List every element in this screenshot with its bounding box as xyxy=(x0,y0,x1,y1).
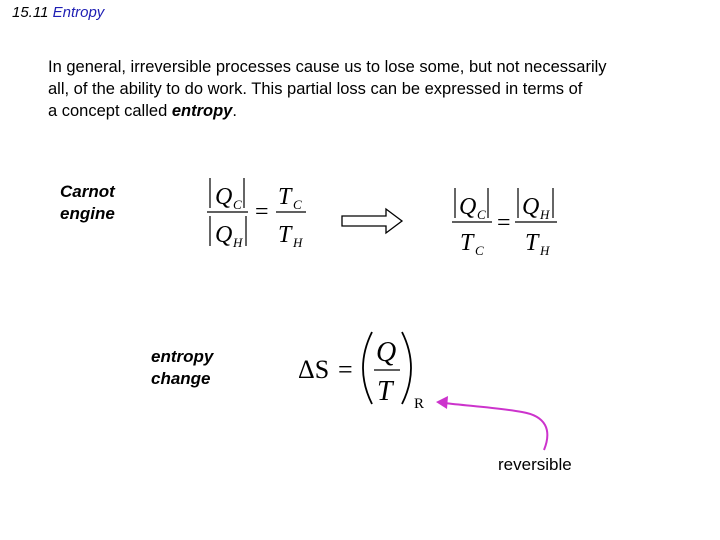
subscript-c: C xyxy=(293,197,302,212)
entropy-change-line-2: change xyxy=(151,369,211,388)
curved-arrow-icon xyxy=(430,390,560,460)
section-title: Entropy xyxy=(52,4,105,21)
q-symbol: Q xyxy=(215,184,233,210)
right-paren xyxy=(402,332,411,404)
paragraph-line-3-post: . xyxy=(232,102,237,120)
carnot-engine-label xyxy=(60,181,115,225)
section-number: 15.11 xyxy=(12,4,49,21)
q-symbol: Q xyxy=(522,194,540,220)
entropy-emphasis: entropy xyxy=(171,102,233,120)
t-symbol: T xyxy=(278,222,292,248)
reversible-label: reversible xyxy=(498,455,572,474)
subscript-h: H xyxy=(293,235,303,250)
carnot-ratio-equation xyxy=(200,172,320,256)
entropy-change-label xyxy=(151,346,213,390)
equals-sign: = xyxy=(338,355,353,384)
t-symbol: T xyxy=(525,230,539,256)
entropy-change-line-1: entropy xyxy=(151,347,214,366)
t-symbol: T xyxy=(377,376,393,407)
subscript-c: C xyxy=(233,197,242,212)
q-symbol: Q xyxy=(215,222,233,248)
subscript-c: C xyxy=(475,243,484,258)
carnot-label-line-1: Carnot xyxy=(60,182,115,201)
slide-header xyxy=(12,4,104,21)
hollow-right-arrow-icon xyxy=(340,206,406,236)
entropy-ratio-equation xyxy=(448,180,568,260)
paragraph-line-3 xyxy=(48,100,688,122)
subscript-r: R xyxy=(414,396,425,412)
left-paren xyxy=(363,332,372,404)
subscript-c: C xyxy=(477,207,486,222)
carnot-label-line-2: engine xyxy=(60,204,115,223)
equals-sign: = xyxy=(497,210,511,236)
t-symbol: T xyxy=(278,184,292,210)
t-symbol: T xyxy=(460,230,474,256)
paragraph-line-1: In general, irreversible processes cause us to lose some, but not necessarily xyxy=(48,58,607,76)
intro-paragraph xyxy=(48,56,688,122)
paragraph-line-2: all, of the ability to do work. This partial loss can be expressed in terms of xyxy=(48,80,583,98)
delta-s-symbol: ΔS xyxy=(298,355,330,384)
q-symbol: Q xyxy=(376,337,397,368)
subscript-h: H xyxy=(540,243,550,258)
subscript-h: H xyxy=(540,207,550,222)
equals-sign: = xyxy=(255,199,269,225)
subscript-h: H xyxy=(233,235,243,250)
q-symbol: Q xyxy=(459,194,477,220)
paragraph-line-3-pre: a concept called xyxy=(48,102,172,120)
entropy-definition-equation xyxy=(296,326,436,416)
